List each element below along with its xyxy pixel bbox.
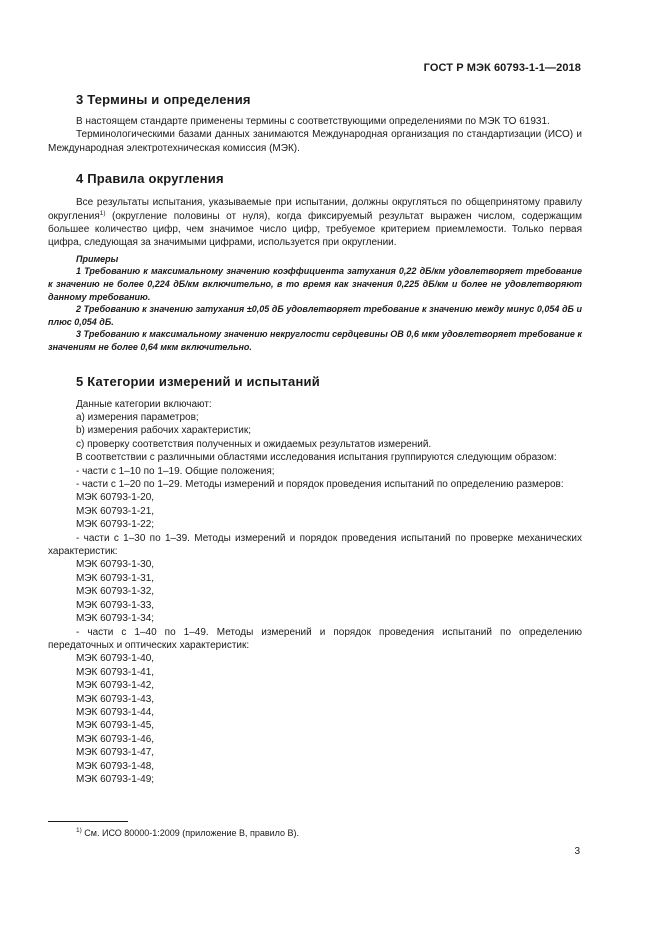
section-4-text-start: Все результаты испытания, указываемые при испытании, должны округляться по общепринятому правилу округления	[48, 197, 582, 222]
group-3-list	[48, 558, 582, 625]
section-5-title: 5 Категории измерений и испытаний	[76, 373, 320, 389]
standard-ref: МЭК 60793-1-34;	[76, 613, 155, 625]
page-number: 3	[574, 846, 580, 857]
standard-ref: МЭК 60793-1-49;	[76, 773, 155, 785]
standard-ref: МЭК 60793-1-30,	[76, 559, 155, 571]
section-5-intro: Данные категории включают:	[76, 398, 212, 410]
section-4-paragraph	[48, 196, 582, 250]
section-3-title: 3 Термины и определения	[76, 92, 251, 107]
standard-ref: МЭК 60793-1-41,	[76, 666, 155, 678]
footnote-reference: 1)	[99, 209, 106, 217]
footnote-divider	[48, 821, 128, 822]
standard-ref: МЭК 60793-1-43,	[76, 693, 155, 705]
standard-ref: МЭК 60793-1-33,	[76, 599, 155, 611]
example-2: 2 Требованию к значению затухания ±0,05 дБ удовлетворяет требование к значению между минус 0,054 дБ и плюс 0,054 дБ.	[48, 304, 582, 327]
group-2-list	[48, 491, 582, 531]
footnote	[76, 828, 299, 838]
group-4-list	[48, 652, 582, 786]
group-2: - части с 1–20 по 1–29. Методы измерений и порядок проведения испытаний по определению размеров:	[76, 479, 564, 491]
section-4-text-end: (округление половины от нуля), когда фиксируемый результат выражен числом, содержащим большее количество цифр, чем значимое число цифр, требуемое критерием приемлемости. Только первая цифра, следующая за значимыми цифрами, используется при округлении.	[48, 210, 582, 249]
list-item-a: a) измерения параметров;	[76, 412, 199, 423]
list-item-b: b) измерения рабочих характеристик;	[76, 425, 252, 437]
standard-ref: МЭК 60793-1-20,	[76, 492, 155, 504]
standard-ref: МЭК 60793-1-31,	[76, 572, 155, 584]
group-1: - части с 1–10 по 1–19. Общие положения;	[76, 465, 275, 477]
standard-ref: МЭК 60793-1-21,	[76, 505, 155, 517]
standard-header: ГОСТ Р МЭК 60793-1-1—2018	[423, 62, 581, 74]
standard-ref: МЭК 60793-1-42,	[76, 680, 155, 692]
examples-title: Примеры	[76, 253, 119, 264]
footnote-text: См. ИСО 80000-1:2009 (приложение В, правило В).	[81, 828, 300, 838]
section-3-paragraph-1: В настоящем стандарте применены термины с соответствующими определениями по МЭК ТО 61931.	[76, 116, 550, 127]
section-3-paragraph-2: Терминологическими базами данных занимаются Международная организация по стандартизации (ИСО) и Международная электротехническая комиссия (МЭК).	[48, 129, 582, 154]
grouping-paragraph: В соответствии с различными областями исследования испытания группируются следующим образом:	[76, 452, 557, 464]
standard-ref: МЭК 60793-1-45,	[76, 720, 155, 732]
list-item-c: c) проверку соответствия полученных и ожидаемых результатов измерений.	[76, 438, 432, 450]
standard-ref: МЭК 60793-1-44,	[76, 706, 155, 718]
standard-ref: МЭК 60793-1-48,	[76, 760, 155, 772]
standard-ref: МЭК 60793-1-32,	[76, 586, 155, 598]
standard-ref: МЭК 60793-1-47,	[76, 747, 155, 759]
page-content	[48, 92, 582, 786]
section-4-title: 4 Правила округления	[76, 171, 224, 187]
standard-ref: МЭК 60793-1-40,	[76, 653, 155, 665]
standard-ref: МЭК 60793-1-46,	[76, 733, 155, 745]
footnote-mark: 1)	[76, 827, 82, 834]
example-3: 3 Требованию к максимальному значению некруглости сердцевины ОВ 0,6 мкм удовлетворяет требование к значениям не более 0,64 мкм включительно.	[48, 329, 582, 352]
group-3: - части с 1–30 по 1–39. Методы измерений и порядок проведения испытаний по проверке механических характеристик:	[48, 532, 582, 558]
group-4: - части с 1–40 по 1–49. Методы измерений и порядок проведения испытаний по определению передаточных и оптических характеристик:	[48, 626, 582, 651]
example-1: 1 Требованию к максимальному значению коэффициента затухания 0,22 дБ/км удовлетворяет требование к значению не более 0,224 дБ/км включительно, в то время как значения 0,225 дБ/км и более не удовлетворяют данному требованию.	[48, 266, 582, 302]
standard-ref: МЭК 60793-1-22;	[76, 519, 155, 531]
